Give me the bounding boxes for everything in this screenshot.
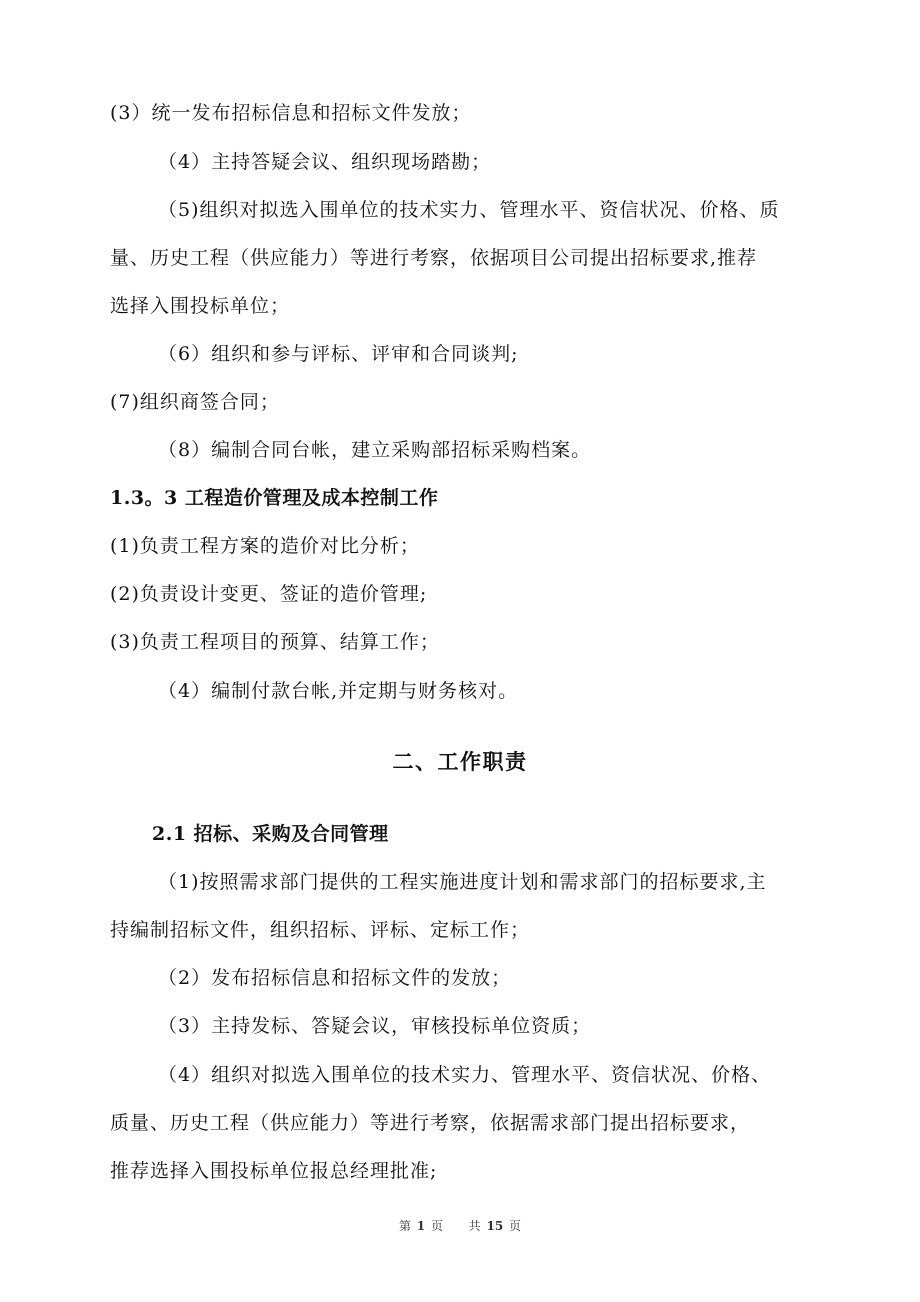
- total-pages: 15: [486, 1219, 504, 1233]
- paragraph-line: （6）组织和参与评标、评审和合同谈判;: [158, 343, 519, 365]
- paragraph-line: (3）统一发布招标信息和招标文件发放；: [110, 102, 472, 124]
- paragraph-line: （2）发布招标信息和招标文件的发放；: [158, 967, 512, 989]
- section-heading: 1.3。3 工程造价管理及成本控制工作: [110, 487, 439, 509]
- section-heading: 2.1 招标、采购及合同管理: [152, 823, 389, 845]
- paragraph-line: （4）主持答疑会议、组织现场踏勘；: [158, 151, 492, 173]
- paragraph-line: （1)按照需求部门提供的工程实施进度计划和需求部门的招标要求,主: [158, 871, 767, 893]
- paragraph-line: (7)组织商签合同；: [110, 391, 280, 413]
- paragraph-line: 量、历史工程（供应能力）等进行考察，依据项目公司提出招标要求,推荐: [110, 247, 758, 269]
- paragraph-line: 推荐选择入围投标单位报总经理批准;: [110, 1160, 438, 1182]
- paragraph-line: （3）主持发标、答疑会议，审核投标单位资质；: [158, 1015, 592, 1037]
- page-footer: [0, 1219, 920, 1233]
- footer-total-prefix: 共: [468, 1219, 481, 1233]
- paragraph-line: (1)负责工程方案的造价对比分析；: [110, 535, 420, 557]
- chapter-title: 二、工作职责: [392, 749, 528, 774]
- paragraph-line: （4）编制付款台帐,并定期与财务核对。: [158, 680, 519, 702]
- footer-page-unit: 页: [430, 1219, 443, 1233]
- paragraph-line: （5)组织对拟选入围单位的技术实力、管理水平、资信状况、价格、质: [158, 199, 780, 221]
- paragraph-line: 选择入围投标单位；: [110, 295, 291, 317]
- paragraph-line: (2)负责设计变更、签证的造价管理;: [110, 583, 428, 605]
- paragraph-line: 持编制招标文件，组织招标、评标、定标工作；: [110, 919, 531, 941]
- footer-total-unit: 页: [509, 1219, 522, 1233]
- paragraph-line: 质量、历史工程（供应能力）等进行考察，依据需求部门提出招标要求，: [110, 1112, 751, 1134]
- paragraph-line: (3)负责工程项目的预算、结算工作；: [110, 631, 440, 653]
- paragraph-line: （8）编制合同台帐，建立采购部招标采购档案。: [158, 439, 592, 461]
- page-number: 1: [416, 1219, 426, 1233]
- footer-prefix: 第: [398, 1219, 411, 1233]
- paragraph-line: （4）组织对拟选入围单位的技术实力、管理水平、资信状况、价格、: [158, 1064, 772, 1086]
